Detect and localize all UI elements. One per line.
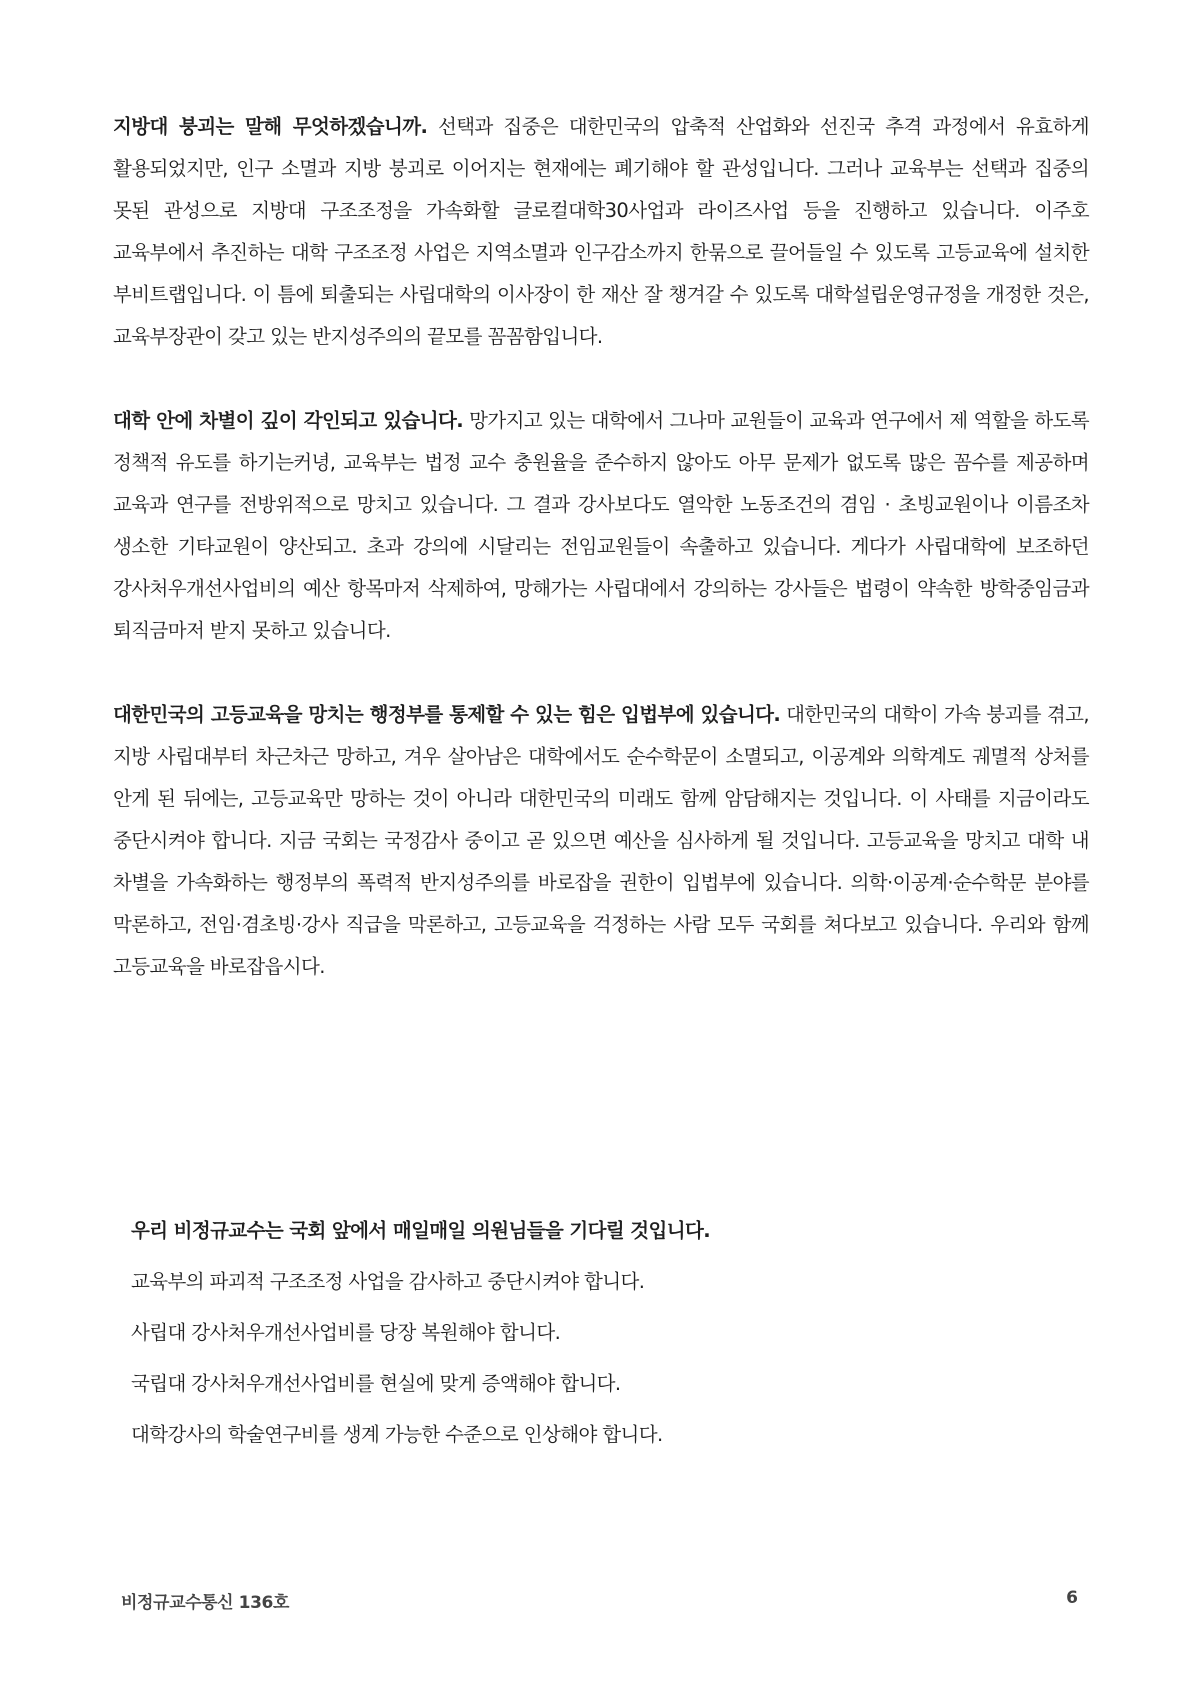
paragraph-regional-universities — [113, 106, 1089, 358]
paragraph-lead: 대학 안에 차별이 깊이 각인되고 있습니다. — [113, 409, 464, 432]
paragraph-discrimination — [113, 400, 1089, 652]
article-body — [113, 106, 1089, 988]
appeal-heading: 우리 비정규교수는 국회 앞에서 매일매일 의원님들을 기다릴 것입니다. — [131, 1219, 711, 1242]
appeal-item: 국립대 강사처우개선사업비를 현실에 맞게 증액해야 합니다. — [131, 1372, 621, 1395]
paragraph-text: 망가지고 있는 대학에서 그나마 교원들이 교육과 연구에서 제 역할을 하도록 정책적 유도를 하기는커녕, 교육부는 법정 교수 충원율을 준수하지 않아도 아무 문제가 없도록 많은 꼼수를 제공하며 교육과 연구를 전방위적으로 망치고 있습니다. 그 결과 강사보다도 열악한 노동조건의 겸임 · 초빙교원이나 이름조차 생소한 기타교원이 양산되고. 초과 강의에 시달리는 전임교원들이 속출하고 있습니다. 게다가 사립대학에 보조하던 강사처우개선사업비의 예산 항목마저 삭제하여, 망해가는 사립대에서 강의하는 강사들은 법령이 약속한 방학중임금과 퇴직금마저 받지 못하고 있습니다. — [113, 409, 1089, 642]
footer-page-number: 6 — [1066, 1588, 1078, 1608]
appeal-box — [131, 1205, 1071, 1460]
appeal-item: 대학강사의 학술연구비를 생계 가능한 수준으로 인상해야 합니다. — [131, 1423, 663, 1446]
paragraph-text: 선택과 집중은 대한민국의 압축적 산업화와 선진국 추격 과정에서 유효하게 활용되었지만, 인구 소멸과 지방 붕괴로 이어지는 현재에는 폐기해야 할 관성입니다. 그러나 교육부는 선택과 집중의 못된 관성으로 지방대 구조조정을 가속화할 글로컬대학30사업과 라이즈사업 등을 진행하고 있습니다. 이주호 교육부에서 추진하는 대학 구조조정 사업은 지역소멸과 인구감소까지 한묶으로 끌어들일 수 있도록 고등교육에 설치한 부비트랩입니다. 이 틈에 퇴출되는 사립대학의 이사장이 한 재산 잘 챙겨갈 수 있도록 대학설립운영규정을 개정한 것은, 교육부장관이 갖고 있는 반지성주의의 끝모를 꼼꼼함입니다. — [113, 115, 1089, 348]
paragraph-text: 대한민국의 대학이 가속 붕괴를 겪고, 지방 사립대부터 차근차근 망하고, 겨우 살아남은 대학에서도 순수학문이 소멸되고, 이공계와 의학계도 궤멸적 상처를 안게 된 뒤에는, 고등교육만 망하는 것이 아니라 대한민국의 미래도 함께 암담해지는 것입니다. 이 사태를 지금이라도 중단시켜야 합니다. 지금 국회는 국정감사 중이고 곧 있으면 예산을 심사하게 될 것입니다. 고등교육을 망치고 대학 내 차별을 가속화하는 행정부의 폭력적 반지성주의를 바로잡을 권한이 입법부에 있습니다. 의학·이공계·순수학문 분야를 막론하고, 전임·겸초빙·강사 직급을 막론하고, 고등교육을 걱정하는 사람 모두 국회를 쳐다보고 있습니다. 우리와 함께 고등교육을 바로잡읍시다. — [113, 703, 1089, 978]
paragraph-legislature — [113, 694, 1089, 988]
appeal-list — [131, 1256, 1071, 1460]
paragraph-lead: 대한민국의 고등교육을 망치는 행정부를 통제할 수 있는 힘은 입법부에 있습니다. — [113, 703, 781, 726]
footer-publication-title: 비정규교수통신 136호 — [121, 1593, 289, 1613]
appeal-item: 사립대 강사처우개선사업비를 당장 복원해야 합니다. — [131, 1321, 561, 1344]
paragraph-lead: 지방대 붕괴는 말해 무엇하겠습니까. — [113, 115, 428, 138]
appeal-item: 교육부의 파괴적 구조조정 사업을 감사하고 중단시켜야 합니다. — [131, 1270, 645, 1293]
